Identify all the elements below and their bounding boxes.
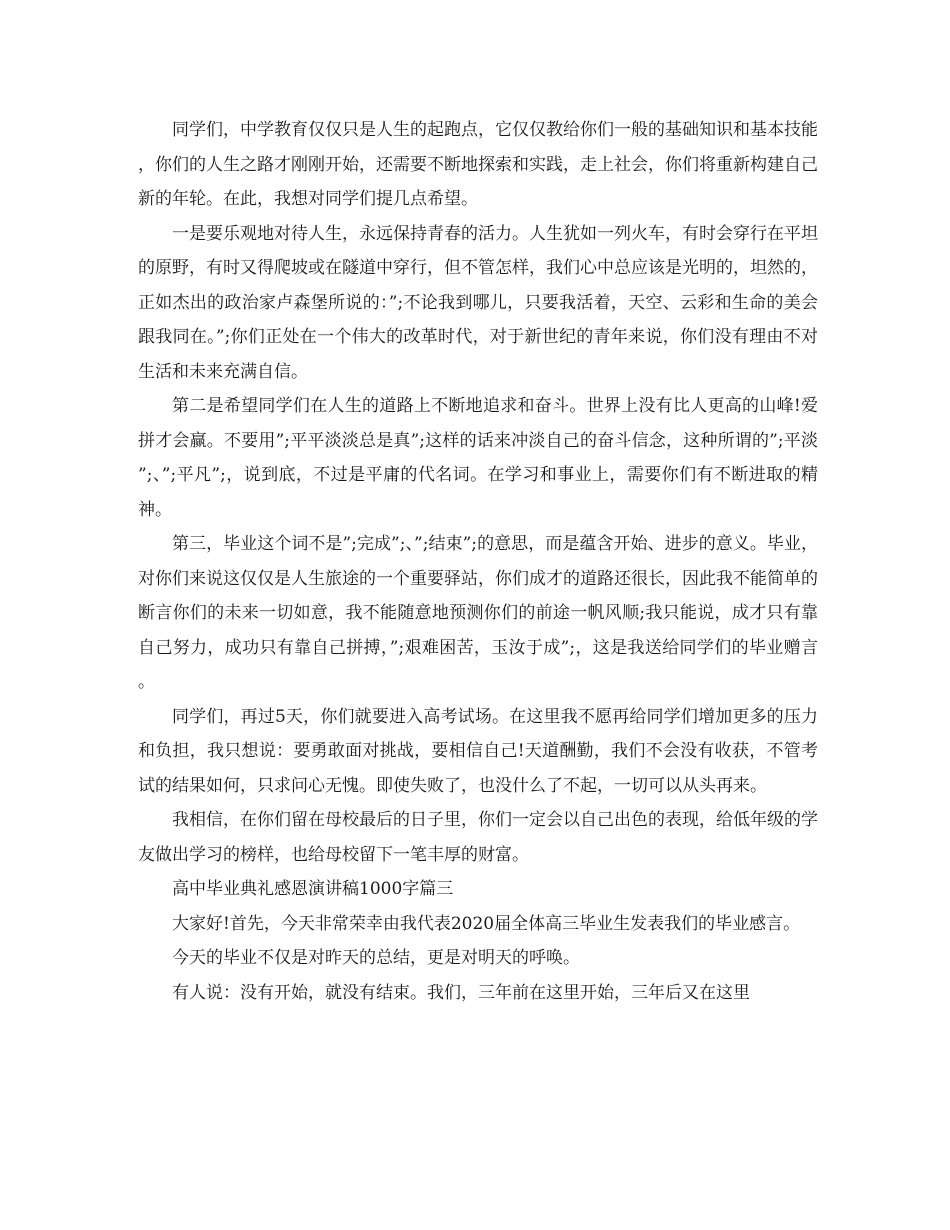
document-body xyxy=(138,113,818,1010)
paragraph-7: 大家好!首先，今天非常荣幸由我代表2020届全体高三毕业生发表我们的毕业感言。 xyxy=(172,913,801,934)
section-heading: 高中毕业典礼感恩演讲稿1000字篇三 xyxy=(172,879,454,899)
paragraph-5: 同学们，再过5天，你们就要进入高考试场。在这里我不愿再给同学们增加更多的压力和负担，我只想说：要勇敢面对挑战，要相信自己!天道酬勤，我们不会没有收获，不管考试的结果如何，只求问心无愧。即使失败了，也没什么了不起，一切可以从头再来。 xyxy=(138,706,818,796)
paragraph-1: 同学们，中学教育仅仅只是人生的起跑点，它仅仅教给你们一般的基础知识和基本技能，你们的人生之路才刚刚开始，还需要不断地探索和实践，走上社会，你们将重新构建自己新的年轮。在此，我想对同学们提几点希望。 xyxy=(138,120,818,209)
paragraph-3: 第二是希望同学们在人生的道路上不断地追求和奋斗。世界上没有比人更高的山峰!爱拼才会赢。不要用”;平平淡淡总是真”;这样的话来冲淡自己的奋斗信念，这种所谓的”;平淡”;、”;平凡”;，说到底，不过是平庸的代名词。在学习和事业上，需要你们有不断进取的精神。 xyxy=(138,396,818,520)
paragraph-8: 今天的毕业不仅是对昨天的总结，更是对明天的呼唤。 xyxy=(172,948,580,968)
paragraph-2: 一是要乐观地对待人生，永远保持青春的活力。人生犹如一列火车，有时会穿行在平坦的原野，有时又得爬坡或在隧道中穿行，但不管怎样，我们心中总应该是光明的，坦然的，正如杰出的政治家卢森堡所说的：”;不论我到哪儿，只要我活着，天空、云彩和生命的美会跟我同在。”;你们正处在一个伟大的改革时代，对于新世纪的青年来说，你们没有理由不对生活和未来充满自信。 xyxy=(138,223,818,382)
paragraph-6: 我相信，在你们留在母校最后的日子里，你们一定会以自己出色的表现，给低年级的学友做出学习的榜样，也给母校留下一笔丰厚的财富。 xyxy=(138,810,818,865)
paragraph-4: 第三，毕业这个词不是”;完成”;、”;结束”;的意思，而是蕴含开始、进步的意义。毕业，对你们来说这仅仅是人生旅途的一个重要驿站，你们成才的道路还很长，因此我不能简单的断言你们的未来一切如意，我不能随意地预测你们的前途一帆风顺;我只能说，成才只有靠自己努力，成功只有靠自己拼搏，”;艰难困苦，玉汝于成”;，这是我送给同学们的毕业赠言。 xyxy=(138,534,818,692)
paragraph-9: 有人说：没有开始，就没有结束。我们，三年前在这里开始，三年后又在这里 xyxy=(172,982,750,1003)
